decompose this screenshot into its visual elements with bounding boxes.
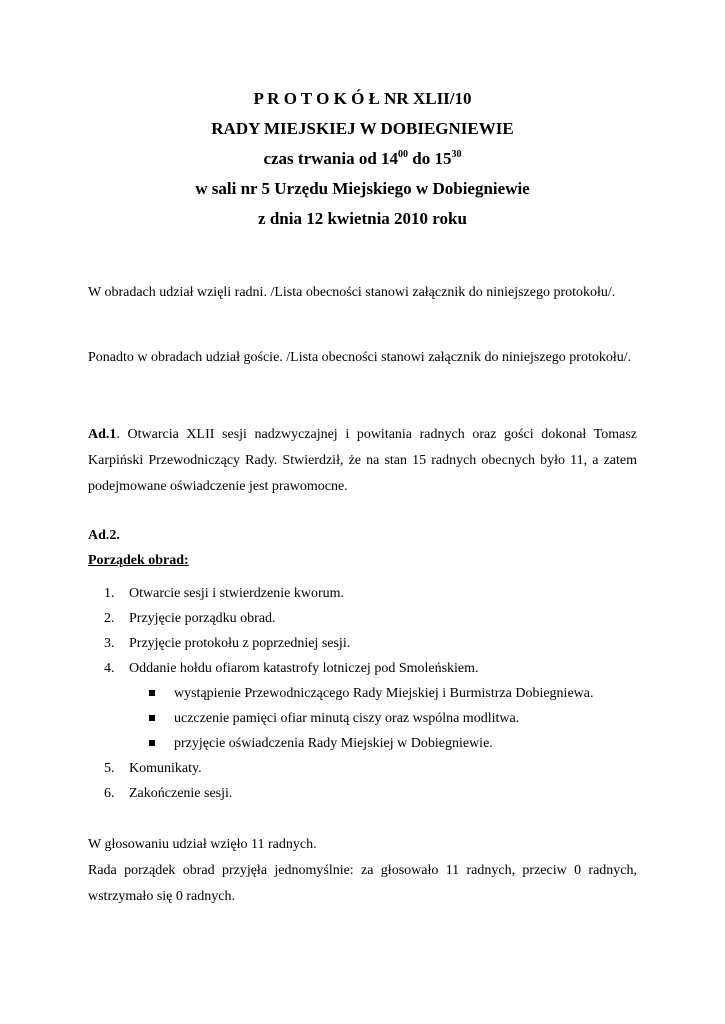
- session-duration: [0, 144, 725, 174]
- item-number: 2.: [104, 611, 115, 626]
- guests-paragraph: Ponadto w obradach udział goście. /Lista obecności stanowi załącznik do niniejszego protokołu/.: [88, 350, 632, 365]
- item-text: Otwarcie sesji i stwierdzenie kworum.: [129, 586, 344, 601]
- item-text: Przyjęcie porządku obrad.: [129, 611, 276, 626]
- item-number: 6.: [104, 786, 115, 801]
- sub-item-text: przyjęcie oświadczenia Rady Miejskiej w Dobiegniewie.: [174, 736, 493, 751]
- square-bullet-icon: [149, 715, 155, 721]
- ad1-text: . Otwarcia XLII sesji nadzwyczajnej i powitania radnych oraz gości dokonał Tomasz Karpiński Przewodniczący Rady. Stwierdził, że na stan 15 radnych obecnych było 11, a zatem podejmowane oświadczenie jest prawomocne.: [88, 427, 637, 494]
- attendance-paragraph: W obradach udział wzięli radni. /Lista obecności stanowi załącznik do niniejszego protokołu/.: [88, 285, 616, 300]
- sub-list: [129, 681, 644, 756]
- item-number: 5.: [104, 761, 115, 776]
- item-number: 1.: [104, 586, 115, 601]
- item-text: Zakończenie sesji.: [129, 786, 233, 801]
- end-minutes: 30: [451, 149, 462, 160]
- list-item: [104, 781, 644, 806]
- sub-list-item: [129, 706, 644, 731]
- duration-prefix: czas trwania od 14: [263, 149, 399, 168]
- item-number: 4.: [104, 661, 115, 676]
- start-minutes: 00: [398, 149, 409, 160]
- item-text: Przyjęcie protokołu z poprzedniej sesji.: [129, 636, 351, 651]
- ad1-paragraph: [88, 422, 637, 500]
- document-header: [0, 84, 725, 234]
- square-bullet-icon: [149, 690, 155, 696]
- square-bullet-icon: [149, 740, 155, 746]
- voting-participation: W głosowaniu udział wzięło 11 radnych.: [88, 837, 317, 852]
- voting-result: Rada porządek obrad przyjęła jednomyślnie: za głosowało 11 radnych, przeciw 0 radnych, wstrzymało się 0 radnych.: [88, 863, 637, 904]
- sub-list-item: [129, 681, 644, 706]
- protocol-title: P R O T O K Ó Ł NR XLII/10: [253, 89, 472, 108]
- list-item: [104, 606, 644, 631]
- ad1-label: Ad.1: [88, 427, 117, 442]
- item-text: Oddanie hołdu ofiarom katastrofy lotniczej pod Smoleńskiem.: [129, 661, 479, 676]
- sub-item-text: uczczenie pamięci ofiar minutą ciszy oraz wspólna modlitwa.: [174, 711, 520, 726]
- agenda-list: [104, 581, 644, 806]
- list-item: [104, 656, 644, 756]
- agenda-title: Porządek obrad:: [88, 553, 189, 568]
- sub-item-text: wystąpienie Przewodniczącego Rady Miejskiej i Burmistrza Dobiegniewa.: [174, 686, 594, 701]
- session-location: w sali nr 5 Urzędu Miejskiego w Dobiegniewie: [195, 179, 530, 198]
- sub-list-item: [129, 731, 644, 756]
- item-number: 3.: [104, 636, 115, 651]
- list-item: [104, 756, 644, 781]
- council-name: RADY MIEJSKIEJ W DOBIEGNIEWIE: [211, 119, 514, 138]
- list-item: [104, 631, 644, 656]
- list-item: [104, 581, 644, 606]
- ad2-label: Ad.2.: [88, 528, 120, 543]
- duration-mid: do 15: [408, 149, 452, 168]
- session-date: z dnia 12 kwietnia 2010 roku: [258, 209, 467, 228]
- item-text: Komunikaty.: [129, 761, 202, 776]
